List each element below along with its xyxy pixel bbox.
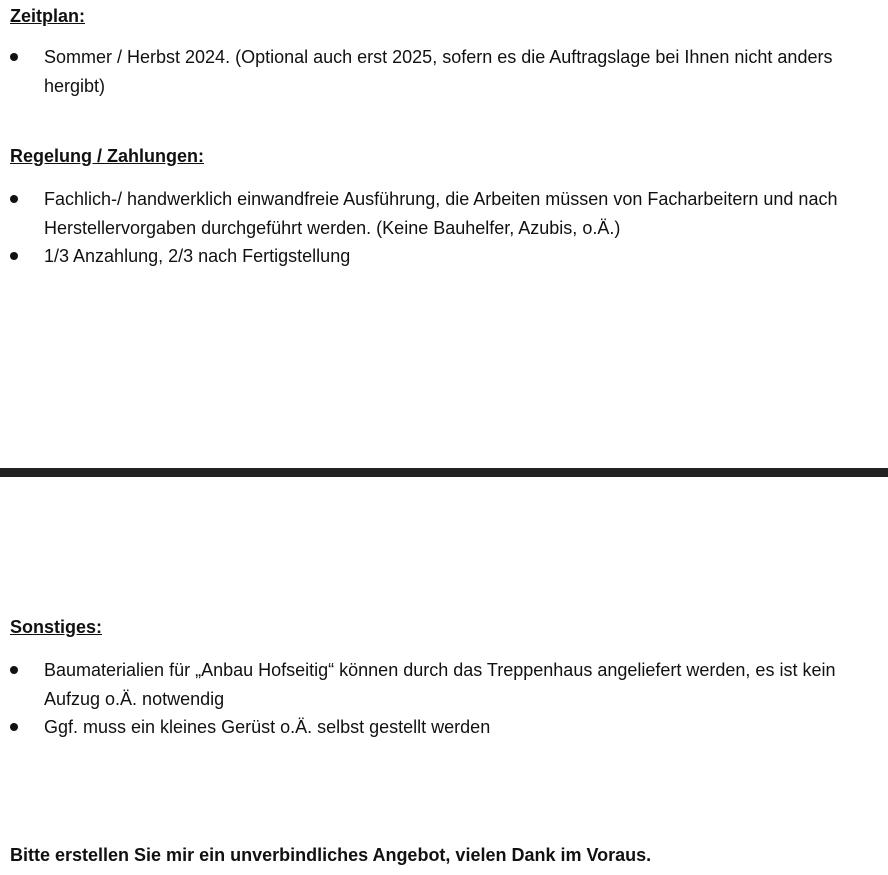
bullet-icon [10,723,18,731]
bullet-icon [10,252,18,260]
list-item [10,656,870,713]
closing-text: Bitte erstellen Sie mir ein unverbindliches Angebot, vielen Dank im Voraus. [10,845,652,865]
list-item-text: Fachlich-/ handwerklich einwandfreie Ausführung, die Arbeiten müssen von Facharbeitern und nach Herstellervorgaben durchgeführt werden. (Keine Bauhelfer, Azubis, o.Ä.) [44,189,838,238]
regelung-list [10,185,870,271]
sonstiges-list [10,656,870,742]
bullet-icon [10,666,18,674]
list-item [10,242,870,271]
list-item [10,43,870,100]
list-item-text: Ggf. muss ein kleines Gerüst o.Ä. selbst gestellt werden [44,717,491,737]
zeitplan-heading: Zeitplan: [10,6,85,26]
list-item-text: Sommer / Herbst 2024. (Optional auch erst 2025, sofern es die Auftragslage bei Ihnen nicht anders hergibt) [44,47,833,96]
list-item [10,185,870,242]
list-item [10,713,870,742]
section-divider [0,468,888,477]
sonstiges-heading: Sonstiges: [10,617,103,637]
bullet-icon [10,195,18,203]
zeitplan-list [10,43,870,100]
list-item-text: Baumaterialien für „Anbau Hofseitig“ können durch das Treppenhaus angeliefert werden, es ist kein Aufzug o.Ä. notwendig [44,660,836,709]
regelung-heading: Regelung / Zahlungen: [10,146,204,166]
bullet-icon [10,53,18,61]
list-item-text: 1/3 Anzahlung, 2/3 nach Fertigstellung [44,246,351,266]
